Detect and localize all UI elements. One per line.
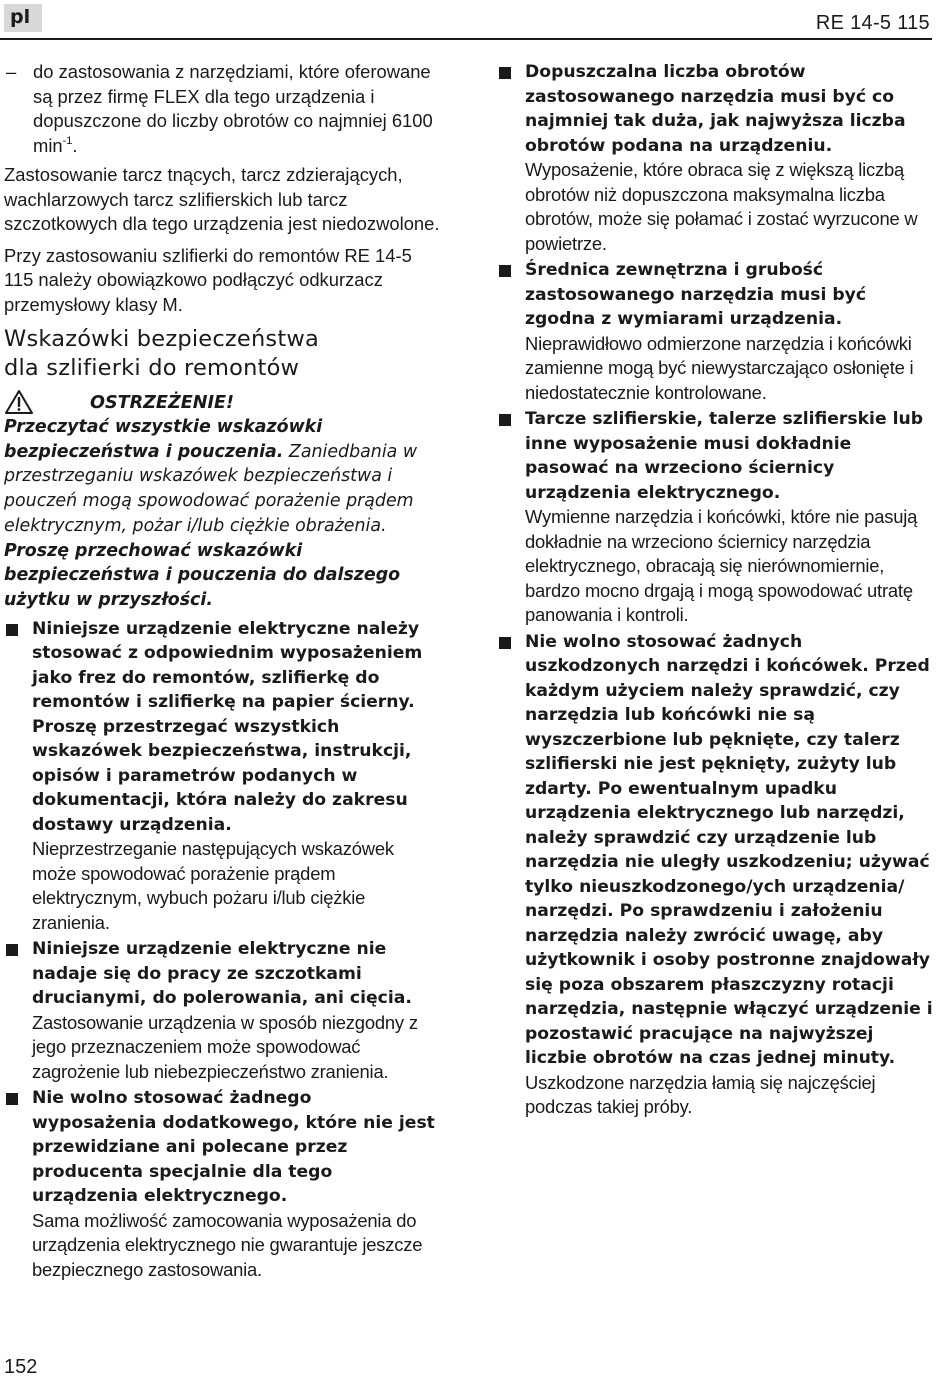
bullet-bold-text: Tarcze szlifierskie, talerze szlifierskie lub inne wyposażenie musi dokładnie pasować na wrzeciono ściernicy urządzenia elektrycznego. <box>525 409 924 503</box>
bullet-bold-text: Niniejsze urządzenie elektryczne należy stosować z odpowiednim wyposażeniem jako frez do remontów, szlifierkę do remontów i szlifierkę na papier ścierny. Proszę przestrzegać wszystkich wskazówek bezpieczeństwa, instrukcji, opisów i parametrów podanych w dokumentacji, która należy do zakresu dostawy urządzenia. <box>32 618 423 835</box>
bullet-description: Zastosowanie urządzenia w sposób niezgodny z jego przeznaczeniem może spowodować zagrożenie lub niebezpieczeństwo zranienia. <box>32 1011 418 1082</box>
bullet-item <box>4 617 440 936</box>
warning-title: OSTRZEŻENIE! <box>90 393 235 413</box>
bullet-description: Sama możliwość zamocowania wyposażenia do urządzenia elektrycznego nie gwarantuje jeszcze bezpiecznego zastosowania. <box>32 1209 423 1280</box>
bullet-description: Nieprawidłowo odmierzone narzędzia i końcówki zamienne mogą być niewystarczająco osłonięte i niedostatecznie kontrolowane. <box>525 332 914 403</box>
section-heading-line2: dla szlifierki do remontów <box>4 355 300 381</box>
dash-item-text: do zastosowania z narzędziami, które oferowane są przez firmę FLEX dla tego urządzenia i dopuszczone do liczby obrotów co najmniej 6100 min <box>33 61 433 156</box>
header-rule <box>0 38 932 40</box>
bullet-description: Wymienne narzędzia i końcówki, które nie pasują dokładnie na wrzeciono ściernicy narzędzia elektrycznego, obracają się nierównomiernie, bardzo mocno drgają i mogą spowodować utratę panowania i kontroli. <box>525 506 918 625</box>
warning-text <box>4 415 440 613</box>
dash-marker: – <box>6 61 17 82</box>
square-bullet-icon <box>499 265 511 277</box>
paragraph-disallowed-discs: Zastosowanie tarcz tnących, tarcz zdzierających, wachlarzowych tarcz szlifierskich lub tarcz szczotkowych dla tego urządzenia jest niedozwolone. <box>4 164 440 234</box>
bullet-item <box>497 407 933 628</box>
square-bullet-icon <box>499 414 511 426</box>
warning-bold-read: Przeczytać wszystkie wskazówki bezpieczeństwa i pouczenia. <box>4 417 323 462</box>
section-heading-line1: Wskazówki bezpieczeństwa <box>4 326 319 352</box>
warning-bold-keep: Proszę przechować wskazówki bezpieczeństwa i pouczenia do dalszego użytku w przyszłości. <box>4 540 401 610</box>
dash-item-tail: . <box>72 134 78 156</box>
warning-header <box>4 389 440 415</box>
bullet-item <box>497 630 933 1120</box>
language-tab: pl <box>4 4 42 32</box>
left-column <box>4 60 440 1284</box>
page-number: 152 <box>4 1356 38 1378</box>
bullet-bold-text: Niniejsze urządzenie elektryczne nie nadaje się do pracy ze szczotkami drucianymi, do polerowania, ani cięcia. <box>32 939 412 1009</box>
warning-body: Zaniedbania w przestrzeganiu wskazówek bezpieczeństwa i pouczeń mogą spowodować porażenie prądem elektrycznym, pożar i/lub ciężkie obrażenia. <box>4 441 418 536</box>
dash-item-exponent: -1 <box>62 134 73 147</box>
warning-triangle-icon <box>4 389 34 415</box>
bullet-bold-text: Średnica zewnętrzna i grubość zastosowanego narzędzia musi być zgodna z wymiarami urządzenia. <box>525 260 867 329</box>
bullet-bold-text: Dopuszczalna liczba obrotów zastosowanego narzędzia musi być co najmniej tak duża, jak najwyższa liczba obrotów podana na urządzeniu. <box>525 62 906 156</box>
bullet-item <box>4 937 440 1084</box>
square-bullet-icon <box>6 944 18 956</box>
bullet-bold-text: Nie wolno stosować żadnego wyposażenia dodatkowego, które nie jest przewidziane ani polecane przez producenta specjalnie dla tego urządzenia elektrycznego. <box>32 1088 435 1207</box>
section-heading <box>4 325 440 383</box>
bullet-item <box>497 258 933 405</box>
bullet-description: Nieprzestrzeganie następujących wskazówek może spowodować porażenie prądem elektrycznym, wybuch pożaru i/lub ciężkie zranienia. <box>32 838 394 933</box>
bullet-item <box>497 60 933 256</box>
square-bullet-icon <box>499 637 511 649</box>
bullet-item <box>4 1086 440 1282</box>
bullet-bold-text: Nie wolno stosować żadnych uszkodzonych narzędzi i końcówek. Przed każdym użyciem należy sprawdzić, czy narzędzia lub końcówki nie są wyszczerbione lub pęknięte, czy talerz szlifierski nie jest pęknięty, zużyty lub zdarty. Po ewentualnym upadku urządzenia elektrycznego lub narzędzi, należy sprawdzić czy urządzenie lub narzędzia nie uległy uszkodzeniu; używać tylko nieuszkodzonego/ych urządzenia/ narzędzi. Po sprawdzeniu i założeniu narzędzia należy zwrócić uwagę, aby użytkownik i osoby postronne znajdowały się poza obszarem płaszczyzny rotacji narzędzia, następnie włączyć urządzenie i pozostawić pracujące na najwyższej liczbie obrotów na czas jednej minuty. <box>525 631 933 1068</box>
paragraph-vacuum-requirement: Przy zastosowaniu szlifierki do remontów RE 14-5 115 należy obowiązkowo podłączyć odkurzacz przemysłowy klasy M. <box>4 244 412 315</box>
dash-item <box>4 60 440 158</box>
square-bullet-icon <box>499 67 511 79</box>
square-bullet-icon <box>6 1093 18 1105</box>
square-bullet-icon <box>6 624 18 636</box>
right-column <box>497 60 933 1122</box>
model-name: RE 14-5 115 <box>815 12 930 34</box>
bullet-description: Uszkodzone narzędzia łamią się najczęściej podczas takiej próby. <box>525 1071 876 1117</box>
bullet-description: Wyposażenie, które obraca się z większą liczbą obrotów niż dopuszczona maksymalna liczba obrotów, może się połamać i zostać wyrzucone w powietrze. <box>525 159 918 254</box>
